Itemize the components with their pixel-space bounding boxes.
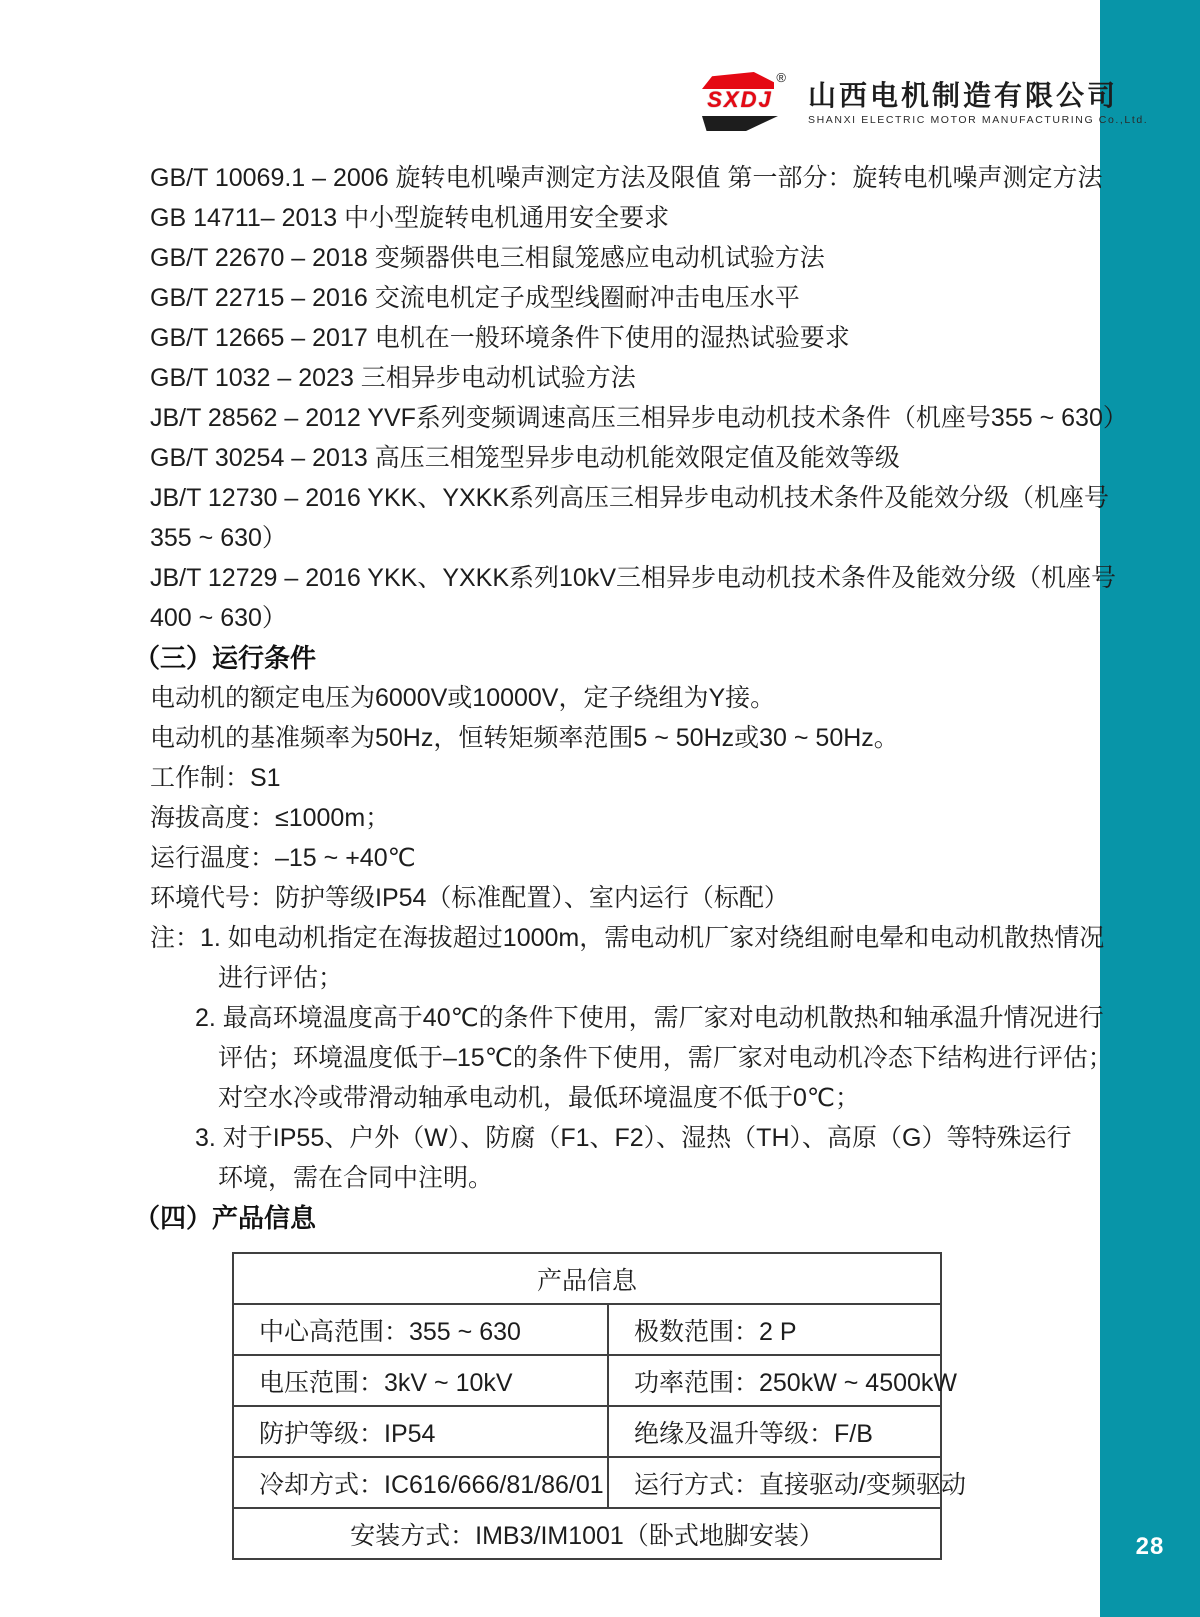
operating-condition-line: 工作制：S1 [150,764,281,792]
table-cell: 中心高范围：355 ~ 630 [233,1304,608,1355]
standard-line: GB 14711– 2013 中小型旋转电机通用安全要求 [150,204,670,232]
table-cell: 功率范围：250kW ~ 4500kW [608,1355,941,1406]
registered-trademark-icon: ® [776,70,786,85]
operating-condition-line: 环境代号：防护等级IP54（标准配置）、室内运行（标配） [150,884,789,912]
operating-condition-line: 电动机的额定电压为6000V或10000V，定子绕组为Y接。 [150,684,776,712]
standard-line: JB/T 28562 – 2012 YVF系列变频调速高压三相异步电动机技术条件（机座号355 ~ 630） [150,404,1128,432]
table-row [233,1406,941,1457]
logo-black-swoosh-shape [702,116,778,131]
table-cell: 运行方式：直接驱动/变频驱动 [608,1457,941,1508]
company-name-en: SHANXI ELECTRIC MOTOR MANUFACTURING Co.,Ltd. [808,113,1149,126]
operating-condition-line: 运行温度：–15 ~ +40℃ [150,844,416,872]
note-line: 2. 最高环境温度高于40℃的条件下使用，需厂家对电动机散热和轴承温升情况进行 [195,1004,1104,1032]
page-number: 28 [1135,1533,1165,1560]
table-row [233,1304,941,1355]
note-line: 3. 对于IP55、户外（W）、防腐（F1、F2）、湿热（TH）、高原（G）等特殊运行 [195,1124,1072,1152]
note-line: 进行评估； [218,964,344,992]
standard-line: GB/T 22715 – 2016 交流电机定子成型线圈耐冲击电压水平 [150,284,800,312]
operating-condition-line: 电动机的基准频率为50Hz，恒转矩频率范围5 ~ 50Hz或30 ~ 50Hz。 [150,724,899,752]
note-line: 对空水冷或带滑动轴承电动机，最低环境温度不低于0℃； [218,1084,860,1112]
table-cell: 防护等级：IP54 [233,1406,608,1457]
company-name-cn: 山西电机制造有限公司 [808,79,1119,111]
standard-line: JB/T 12730 – 2016 YKK、YXKK系列高压三相异步电动机技术条件及能效分级（机座号 [150,484,1110,512]
standard-line: GB/T 12665 – 2017 电机在一般环境条件下使用的湿热试验要求 [150,324,850,352]
note-line: 环境，需在合同中注明。 [218,1164,494,1192]
section3-heading: （三）运行条件 [134,643,317,673]
note-line: 评估；环境温度低于–15℃的条件下使用，需厂家对电动机冷态下结构进行评估； [218,1044,1113,1072]
standard-line: GB/T 1032 – 2023 三相异步电动机试验方法 [150,364,636,392]
standard-line: 355 ~ 630） [150,524,287,552]
product-info-table [232,1252,966,1560]
company-names [808,81,1148,126]
standard-line: GB/T 30254 – 2013 高压三相笼型异步电动机能效限定值及能效等级 [150,444,900,472]
operating-condition-line: 海拔高度：≤1000m； [150,804,391,832]
document-body [0,158,1128,1560]
table-row [233,1508,941,1559]
company-logo [700,72,1148,134]
accent-sidebar [1100,0,1200,1617]
table-row [233,1355,941,1406]
section4-heading: （四）产品信息 [134,1203,317,1233]
standard-line: GB/T 10069.1 – 2006 旋转电机噪声测定方法及限值 第一部分：旋转电机噪声测定方法 [150,164,1103,192]
standard-line: 400 ~ 630） [150,604,287,632]
table-footer-cell: 安装方式：IMB3/IM1001（卧式地脚安装） [233,1508,941,1559]
logo-sxdj-text: SXDJ [707,87,773,112]
note-line: 注：1. 如电动机指定在海拔超过1000m，需电动机厂家对绕组耐电晕和电动机散热情况 [150,924,1105,952]
table-cell: 冷却方式：IC616/666/81/86/01 [233,1457,608,1508]
table-title-cell: 产品信息 [233,1253,941,1304]
table-cell: 电压范围：3kV ~ 10kV [233,1355,608,1406]
standard-line: GB/T 22670 – 2018 变频器供电三相鼠笼感应电动机试验方法 [150,244,825,272]
table-cell: 极数范围：2 P [608,1304,941,1355]
table-cell: 绝缘及温升等级：F/B [608,1406,941,1457]
sxdj-logo-icon [700,72,786,134]
table-row [233,1253,941,1304]
table-row [233,1457,941,1508]
standard-line: JB/T 12729 – 2016 YKK、YXKK系列10kV三相异步电动机技术条件及能效分级（机座号 [150,564,1117,592]
